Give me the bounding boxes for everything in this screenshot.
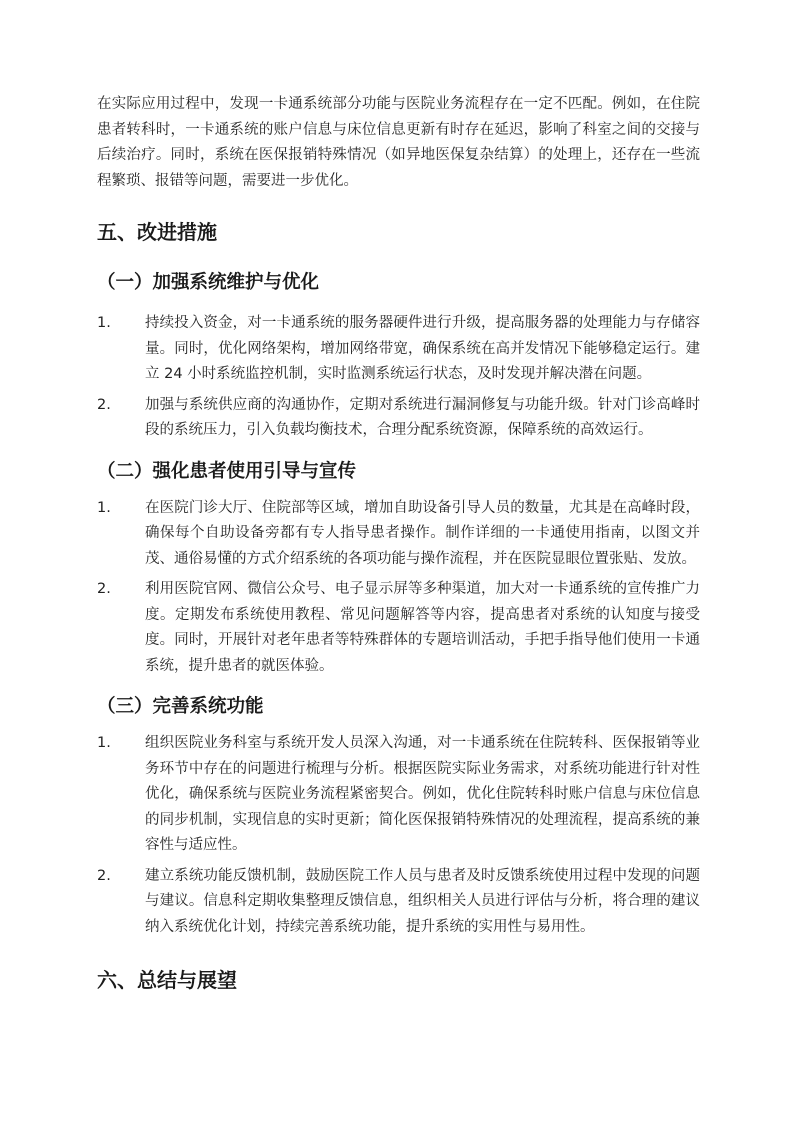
subsection-1-title: （一）加强系统维护与优化: [97, 272, 320, 293]
list-item: [97, 393, 700, 444]
list-text: 利用医院官网、微信公众号、电子显示屏等多种渠道，加大对一卡通系统的宣传推广力度。定期发布系统使用教程、常见问题解答等内容，提高患者对系统的认知度与接受度。同时，开展针对老年患者等特殊群体的专题培训活动，手把手指导他们使用一卡通系统，提升患者的就医体验。: [145, 581, 700, 674]
list-text: 组织医院业务科室与系统开发人员深入沟通，对一卡通系统在住院转科、医保报销等业务环节中存在的问题进行梳理与分析。根据医院实际业务需求，对系统功能进行针对性优化，确保系统与医院业务流程紧密契合。例如，优化住院转科时账户信息与床位信息的同步机制，实现信息的实时更新；简化医保报销特殊情况的处理流程，提高系统的兼容性与适应性。: [145, 735, 700, 853]
list-number: 2.: [97, 396, 111, 413]
subsection-2-list: [97, 496, 700, 680]
intro-paragraph: 在实际应用过程中，发现一卡通系统部分功能与医院业务流程存在一定不匹配。例如，在住院患者转科时，一卡通系统的账户信息与床位信息更新有时存在延迟，影响了科室之间的交接与后续治疗。同时，系统在医保报销特殊情况（如异地医保复杂结算）的处理上，还存在一些流程繁琐、报错等问题，需要进一步优化。: [97, 96, 700, 189]
list-item: [97, 864, 700, 941]
subsection-1-list: [97, 311, 700, 444]
list-item: [97, 577, 700, 679]
list-number: 2.: [97, 581, 111, 597]
list-item: [97, 731, 700, 859]
list-number: 1.: [97, 499, 111, 516]
subsection-2-title: （二）强化患者使用引导与宣传: [97, 460, 357, 482]
section-6-title: 六、总结与展望: [97, 968, 237, 992]
list-item: [97, 311, 700, 388]
list-text: 加强与系统供应商的沟通协作，定期对系统进行漏洞修复与功能升级。针对门诊高峰时段的系统压力，引入负载均衡技术，合理分配系统资源，保障系统的高效运行。: [145, 396, 700, 438]
subsection-3-list: [97, 731, 700, 940]
list-text: 在医院门诊大厅、住院部等区域，增加自助设备引导人员的数量，尤其是在高峰时段，确保每个自助设备旁都有专人指导患者操作。制作详细的一卡通使用指南，以图文并茂、通俗易懂的方式介绍系统的各项功能与操作流程，并在医院显眼位置张贴、发放。: [145, 499, 700, 567]
list-text: 持续投入资金，对一卡通系统的服务器硬件进行升级，提高服务器的处理能力与存储容量。同时，优化网络架构，增加网络带宽，确保系统在高并发情况下能够稳定运行。建立 24 小时系统监控机制，实时监测系统运行状态，及时发现并解决潜在问题。: [145, 315, 700, 382]
subsection-3-title: （三）完善系统功能: [97, 696, 264, 717]
document-page: [97, 92, 700, 994]
list-number: 1.: [97, 735, 111, 751]
list-text: 建立系统功能反馈机制，鼓励医院工作人员与患者及时反馈系统使用过程中发现的问题与建议。信息科定期收集整理反馈信息，组织相关人员进行评估与分析，将合理的建议纳入系统优化计划，持续完善系统功能，提升系统的实用性与易用性。: [145, 867, 700, 935]
list-item: [97, 496, 700, 573]
list-number: 1.: [97, 315, 111, 331]
list-number: 2.: [97, 867, 111, 884]
section-5-title: 五、改进措施: [97, 220, 217, 244]
